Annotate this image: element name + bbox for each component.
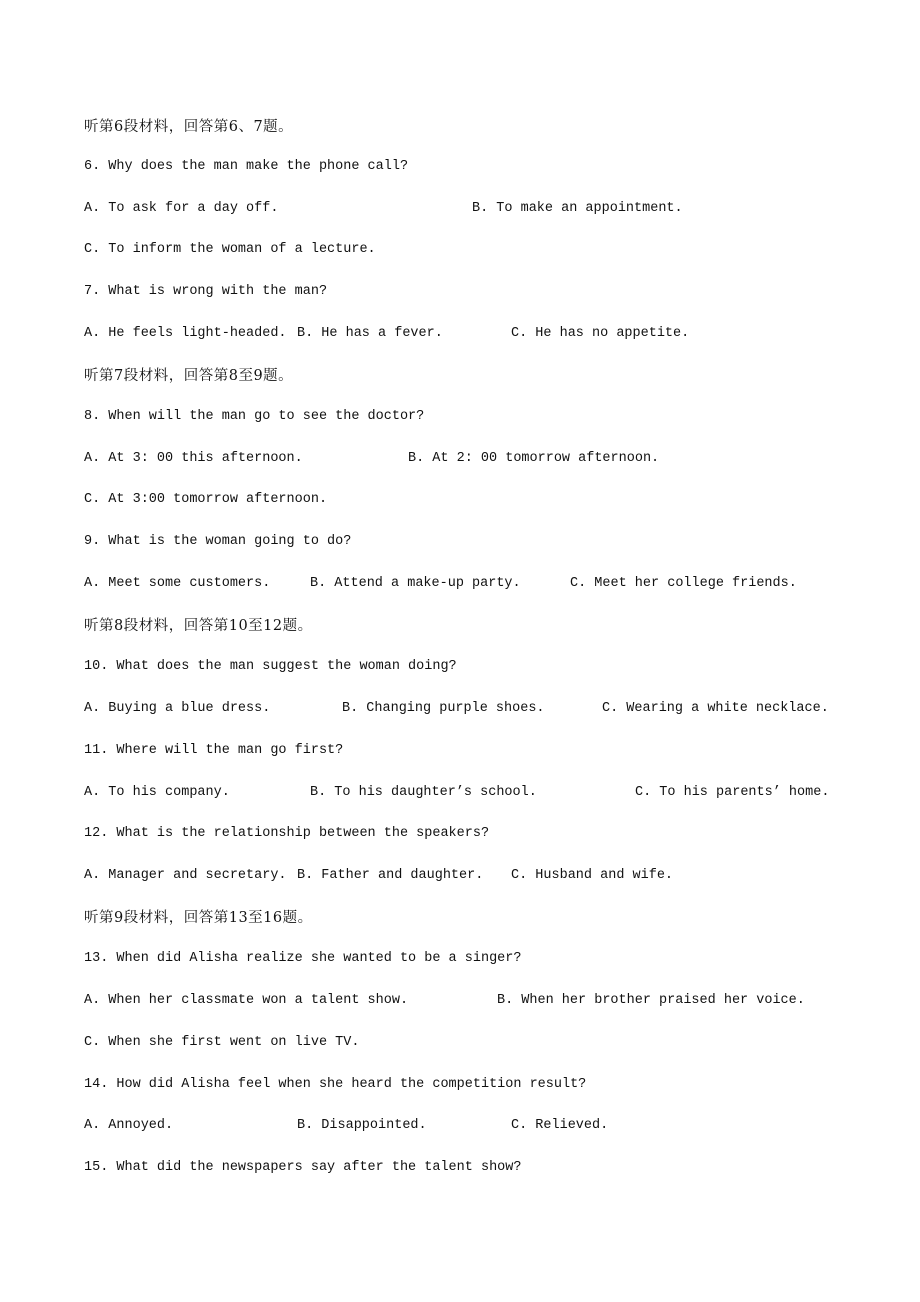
answer-option: B. When her brother praised her voice.	[497, 993, 805, 1008]
question-text: 8. When will the man go to see the doctor?	[84, 409, 425, 424]
question-text: 15. What did the newspapers say after the talent show?	[84, 1160, 522, 1175]
answer-option: B. Changing purple shoes.	[342, 701, 545, 716]
answer-option: A. To ask for a day off.	[84, 201, 279, 216]
answer-option: A. Buying a blue dress.	[84, 701, 271, 716]
answer-option: C. He has no appetite.	[511, 326, 690, 341]
question-text: 7. What is wrong with the man?	[84, 284, 328, 299]
answer-option: C. At 3:00 tomorrow afternoon.	[84, 492, 328, 507]
answer-option: C. Relieved.	[511, 1118, 609, 1133]
answer-option: C. Wearing a white necklace.	[602, 701, 829, 716]
answer-option: C. To his parents’ home.	[635, 785, 830, 800]
section-heading: 听第8段材料，回答第10至12题。	[84, 618, 313, 634]
question-text: 6. Why does the man make the phone call?	[84, 159, 409, 174]
answer-option: C. Husband and wife.	[511, 868, 674, 883]
question-text: 11. Where will the man go first?	[84, 743, 344, 758]
answer-option: B. Father and daughter.	[297, 868, 484, 883]
answer-option: B. Disappointed.	[297, 1118, 427, 1133]
answer-option: C. Meet her college friends.	[570, 576, 797, 591]
question-text: 13. When did Alisha realize she wanted to be a singer?	[84, 951, 522, 966]
section-heading: 听第7段材料，回答第8至9题。	[84, 368, 294, 384]
question-text: 10. What does the man suggest the woman doing?	[84, 659, 457, 674]
answer-option: A. He feels light-headed.	[84, 326, 287, 341]
question-text: 14. How did Alisha feel when she heard the competition result?	[84, 1077, 587, 1092]
answer-option: B. At 2: 00 tomorrow afternoon.	[408, 451, 660, 466]
section-heading: 听第6段材料，回答第6、7题。	[84, 119, 294, 135]
question-text: 9. What is the woman going to do?	[84, 534, 352, 549]
section-heading: 听第9段材料，回答第13至16题。	[84, 910, 313, 926]
answer-option: C. To inform the woman of a lecture.	[84, 242, 376, 257]
answer-option: A. When her classmate won a talent show.	[84, 993, 409, 1008]
answer-option: A. To his company.	[84, 785, 230, 800]
answer-option: B. He has a fever.	[297, 326, 443, 341]
answer-option: C. When she first went on live TV.	[84, 1035, 360, 1050]
answer-option: B. Attend a make-up party.	[310, 576, 521, 591]
answer-option: A. Meet some customers.	[84, 576, 271, 591]
answer-option: A. Annoyed.	[84, 1118, 174, 1133]
answer-option: A. At 3: 00 this afternoon.	[84, 451, 303, 466]
answer-option: B. To make an appointment.	[472, 201, 683, 216]
question-text: 12. What is the relationship between the speakers?	[84, 826, 490, 841]
answer-option: A. Manager and secretary.	[84, 868, 287, 883]
answer-option: B. To his daughter’s school.	[310, 785, 537, 800]
